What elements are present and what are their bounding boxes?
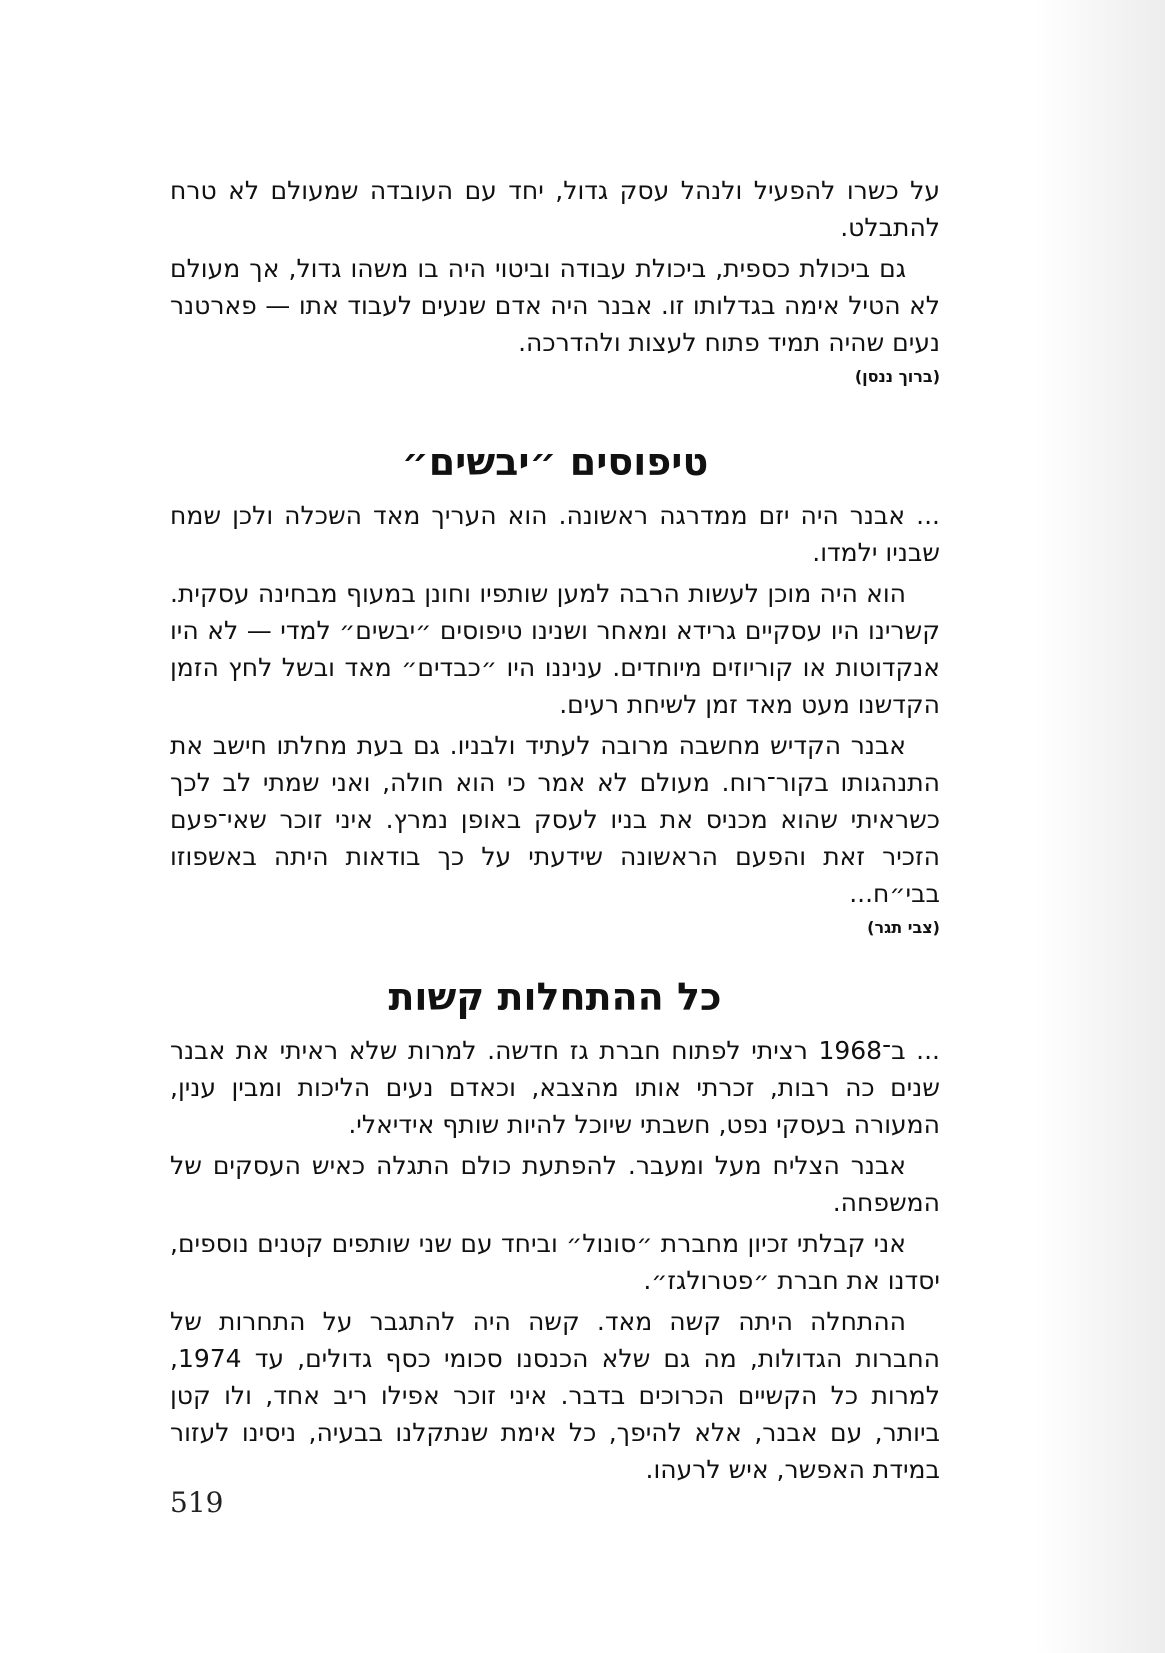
paragraph: אבנר הצליח מעל ומעבר. להפתעת כולם התגלה כאיש העסקים של המשפחה. — [170, 1151, 940, 1217]
paragraph: על כשרו להפעיל ולנהל עסק גדול, יחד עם העובדה שמעולם לא טרח להתבלט. — [170, 176, 940, 242]
paragraph: ההתחלה היתה קשה מאד. קשה היה להתגבר על התחרות של החברות הגדולות, מה גם שלא הכנסנו סכומי כסף גדולים, עד 1974, למרות כל הקשיים הכרוכים בדבר. איני זוכר אפילו ריב אחד, ולו קטן ביותר, עם אבנר, אלא להיפך, כל אימת שנתקלנו בבעיה, ניסינו לעזור במידת האפשר, איש לרעהו. — [170, 1307, 940, 1484]
yeveshim-section — [170, 439, 940, 938]
book-page — [170, 172, 940, 1492]
paragraph: ... אבנר היה יזם ממדרגה ראשונה. הוא העריך מאד השכלה ולכן שמח שבניו ילמדו. — [170, 501, 940, 567]
beginnings-section — [170, 974, 940, 1488]
paragraph: הוא היה מוכן לעשות הרבה למען שותפיו וחונן במעוף מבחינה עסקית. קשרינו היו עסקיים גרידא ומאחר ושנינו טיפוסים ״יבשים״ למדי — לא היו אנקדוטות או קוריוזים מיוחדים. עניננו היו ״כבדים״ מאד ובשל לחץ הזמן הקדשנו מעט מאד זמן לשיחת רעים. — [170, 579, 940, 719]
intro-section — [170, 172, 940, 387]
section-heading: טיפוסים ״יבשים״ — [401, 440, 709, 484]
section-heading: כל ההתחלות קשות — [388, 975, 722, 1019]
attribution: (צבי תגר) — [867, 918, 940, 937]
paragraph: אבנר הקדיש מחשבה מרובה לעתיד ולבניו. גם בעת מחלתו חישב את התנהגותו בקור־רוח. מעולם לא אמר כי הוא חולה, ואני שמתי לב לכך כשראיתי שהוא מכניס את בניו לעסק באופן נמרץ. איני זוכר שאי־פעם הזכיר זאת והפעם הראשונה שידעתי על כך בודאות היתה באשפוזו בבי״ח... — [170, 731, 940, 908]
paragraph: גם ביכולת כספית, ביכולת עבודה וביטוי היה בו משהו גדול, אך מעולם לא הטיל אימה בגדלותו זו. אבנר היה אדם שנעים לעבוד אתו — פארטנר נעים שהיה תמיד פתוח לעצות ולהדרכה. — [170, 254, 940, 357]
attribution: (ברוך ננסן) — [854, 367, 940, 386]
page-number: 519 — [170, 1486, 224, 1519]
scan-edge-shadow — [1035, 0, 1165, 1653]
paragraph: ... ב־1968 רציתי לפתוח חברת גז חדשה. למרות שלא ראיתי את אבנר שנים כה רבות, זכרתי אותו מהצבא, וכאדם נעים הליכות ומבין ענין, המעורה בעסקי נפט, חשבתי שיוכל להיות שותף אידיאלי. — [170, 1036, 940, 1139]
paragraph: אני קבלתי זכיון מחברת ״סונול״ וביחד עם שני שותפים קטנים נוספים, יסדנו את חברת ״פטרולגז״. — [170, 1229, 940, 1295]
